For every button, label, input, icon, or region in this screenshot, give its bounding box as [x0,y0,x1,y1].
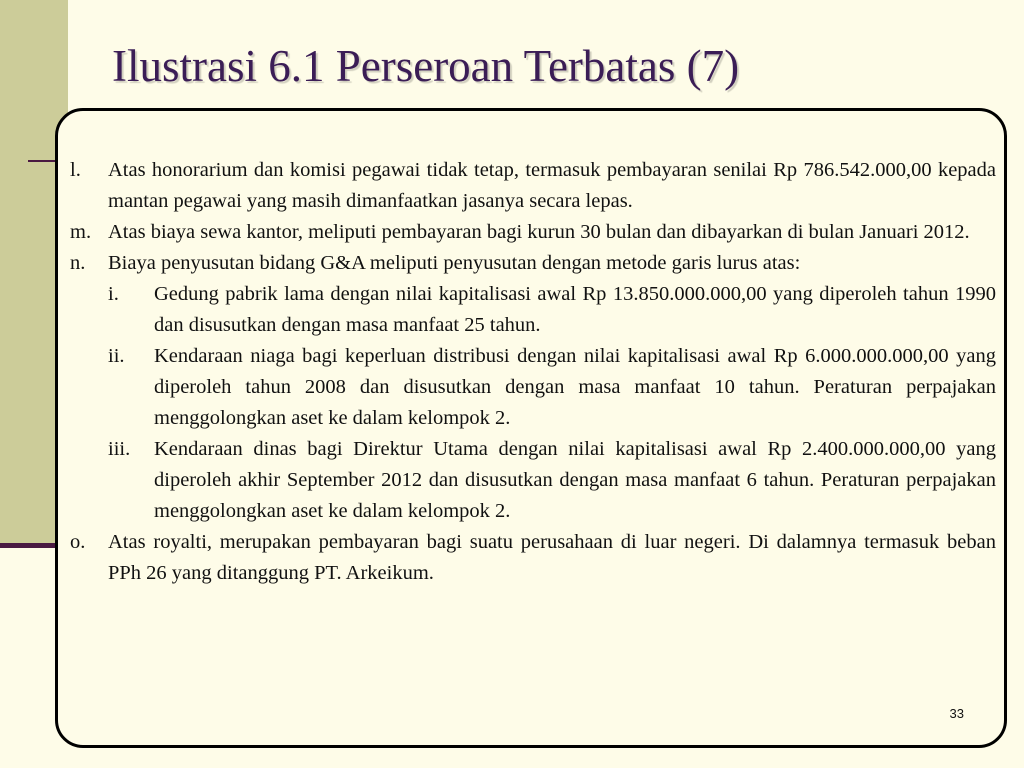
list-item-o [70,527,996,589]
sub-item-marker: i. [108,283,119,305]
item-text: Atas biaya sewa kantor, meliputi pembayaran bagi kurun 30 bulan dan dibayarkan di bulan Januari 2012. [108,221,970,243]
sub-item-text: Kendaraan niaga bagi keperluan distribusi dengan nilai kapitalisasi awal Rp 6.000.000.000,00 yang diperoleh tahun 2008 dan disusutkan dengan masa manfaat 10 tahun. Peraturan perpajakan menggolongkan aset ke dalam kelompok 2. [154,345,996,429]
sub-item-i [70,279,996,341]
sublist-container [70,279,996,527]
item-marker: o. [70,531,86,553]
item-marker: m. [70,221,92,243]
sub-item-marker: ii. [108,345,125,367]
list-item-l [70,155,996,217]
sub-item-list [70,279,996,527]
sub-item-iii [70,434,996,527]
item-text: Atas honorarium dan komisi pegawai tidak tetap, termasuk pembayaran senilai Rp 786.542.000,00 kepada mantan pegawai yang masih dimanfaatkan jasanya secara lepas. [108,159,996,212]
accent-stub-rule [28,160,58,162]
item-text: Biaya penyusutan bidang G&A meliputi penyusutan dengan metode garis lurus atas: [108,252,801,274]
list-item-n [70,248,996,279]
content-panel [55,108,1007,748]
list-item-m [70,217,996,248]
sub-item-marker: iii. [108,438,131,460]
sub-item-text: Gedung pabrik lama dengan nilai kapitalisasi awal Rp 13.850.000.000,00 yang diperoleh tahun 1990 dan disusutkan dengan masa manfaat 25 tahun. [154,283,996,336]
item-marker: n. [70,252,86,274]
slide-title: Ilustrasi 6.1 Perseroan Terbatas (7) [112,41,740,91]
item-marker: l. [70,159,81,181]
sub-item-text: Kendaraan dinas bagi Direktur Utama dengan nilai kapitalisasi awal Rp 2.400.000.000,00 yang diperoleh akhir September 2012 dan disusutkan dengan masa manfaat 6 tahun. Peraturan perpajakan menggolongkan aset ke dalam kelompok 2. [154,438,996,522]
item-text: Atas royalti, merupakan pembayaran bagi suatu perusahaan di luar negeri. Di dalamnya termasuk beban PPh 26 yang ditanggung PT. Arkeikum. [108,531,996,584]
page-number: 33 [949,706,964,721]
sub-item-ii [70,341,996,434]
item-list [70,155,996,589]
